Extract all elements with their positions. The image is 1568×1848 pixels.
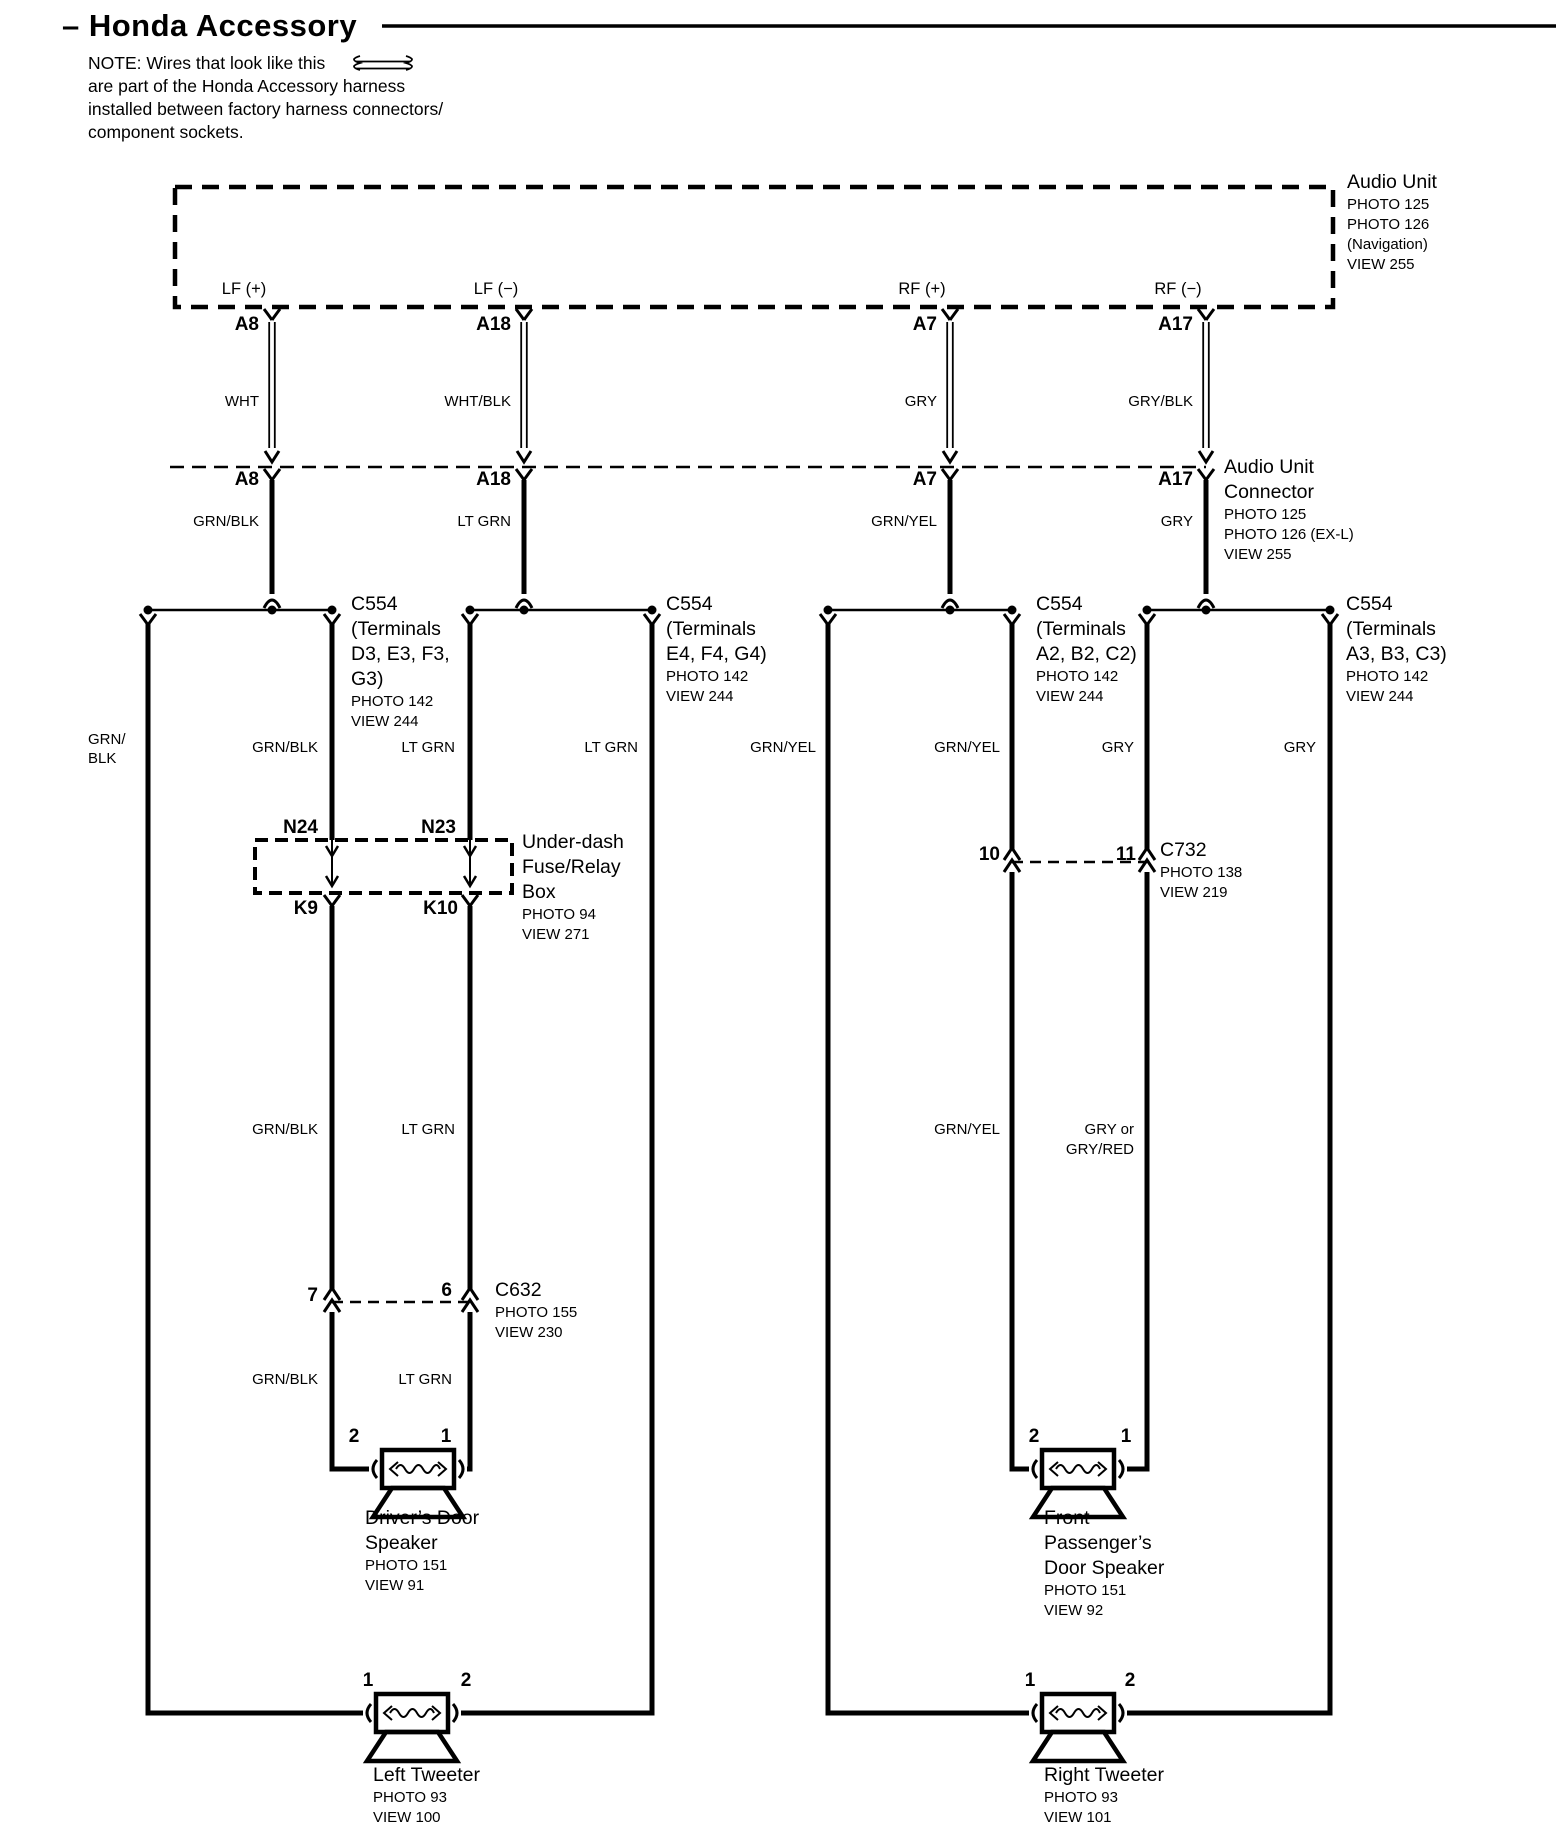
fuse-pin-k9: K9 <box>293 898 318 919</box>
run-color-grn-blk-b: BLK <box>88 750 117 767</box>
run-color-lt-grn-1: LT GRN <box>401 739 455 756</box>
right-tweeter-icon <box>1033 1694 1123 1761</box>
fuse-relay-box <box>255 840 512 906</box>
output-lf-neg: LF (−) <box>473 280 519 298</box>
driver-speaker-photo: PHOTO 151 <box>365 1557 448 1574</box>
run-color-grn-blk-2: GRN/BLK <box>252 739 318 756</box>
wire-color-gry: GRY <box>904 393 937 410</box>
c632-pin-6: 6 <box>441 1280 452 1301</box>
c554-2-name: C554 <box>666 593 713 615</box>
c732-label <box>1160 838 1242 903</box>
mid-color-lt-grn: LT GRN <box>401 1121 455 1138</box>
audio-unit-photo2: PHOTO 126 <box>1347 216 1430 233</box>
left-tweeter-icon <box>367 1694 457 1761</box>
wire-color-gry-2: GRY <box>1160 513 1193 530</box>
harness-wire-arrowheads <box>265 451 1213 462</box>
passenger-speaker-photo: PHOTO 151 <box>1044 1582 1127 1599</box>
connector-view: VIEW 255 <box>1224 546 1292 563</box>
connector-photo1: PHOTO 125 <box>1224 506 1307 523</box>
left-tweeter-name: Left Tweeter <box>373 1764 480 1786</box>
passenger-speaker-view: VIEW 92 <box>1044 1602 1104 1619</box>
pin-mid-a7: A7 <box>912 469 937 490</box>
left-tweeter-pin-1: 1 <box>362 1670 374 1691</box>
passenger-speaker-pin-2: 2 <box>1028 1426 1040 1447</box>
c554-4-photo: PHOTO 142 <box>1346 668 1429 685</box>
pin-top-a8: A8 <box>234 314 259 335</box>
c554-2-photo: PHOTO 142 <box>666 668 749 685</box>
c554-1-terminals-1: (Terminals <box>351 618 441 640</box>
passenger-speaker-pin-1: 1 <box>1120 1426 1132 1447</box>
output-rf-pos: RF (+) <box>898 280 946 298</box>
note-line-2: are part of the Honda Accessory harness <box>88 76 406 96</box>
passenger-speaker-name-2: Passenger’s <box>1044 1532 1152 1554</box>
wire-color-wht-blk: WHT/BLK <box>444 393 511 410</box>
driver-speaker-pin-1: 1 <box>440 1426 452 1447</box>
right-tweeter-view: VIEW 101 <box>1044 1809 1112 1826</box>
fuse-pin-n24: N24 <box>283 817 318 838</box>
connector-pin-terminals <box>264 469 1214 480</box>
c732-view: VIEW 219 <box>1160 884 1228 901</box>
c554-label-4 <box>1346 592 1447 707</box>
mid-color-grn-blk: GRN/BLK <box>252 1121 318 1138</box>
left-tweeter-label <box>373 1763 480 1828</box>
passenger-speaker-name-3: Door Speaker <box>1044 1557 1165 1579</box>
note-line-4: component sockets. <box>88 122 244 142</box>
c554-3-view: VIEW 244 <box>1036 688 1104 705</box>
connector-drop-wires <box>272 480 1206 594</box>
wire-color-lt-grn: LT GRN <box>457 513 511 530</box>
c554-3-terminals-1: (Terminals <box>1036 618 1126 640</box>
accessory-harness-symbol-icon <box>354 56 412 70</box>
lower-color-grn-blk: GRN/BLK <box>252 1371 318 1388</box>
audio-unit-view: VIEW 255 <box>1347 256 1415 273</box>
mid-color-grn-yel: GRN/YEL <box>934 1121 1000 1138</box>
audio-unit-nav: (Navigation) <box>1347 236 1428 253</box>
c732-pin-10: 10 <box>978 844 1000 865</box>
c554-4-view: VIEW 244 <box>1346 688 1414 705</box>
c554-1-terminals-3: G3) <box>351 668 384 690</box>
fuse-pin-k10: K10 <box>423 898 458 919</box>
wire-color-grn-blk: GRN/BLK <box>193 513 259 530</box>
right-tweeter-pin-1: 1 <box>1024 1670 1036 1691</box>
mid-color-gry-or: GRY or <box>1084 1121 1134 1138</box>
run-color-gry-1: GRY <box>1101 739 1134 756</box>
c632-label <box>495 1278 577 1343</box>
audio-unit-name: Audio Unit <box>1347 171 1437 193</box>
c554-3-photo: PHOTO 142 <box>1036 668 1119 685</box>
pin-top-a7: A7 <box>912 314 937 335</box>
right-tweeter-label <box>1044 1763 1164 1828</box>
driver-speaker-pin-2: 2 <box>348 1426 360 1447</box>
pin-top-a18: A18 <box>476 314 511 335</box>
c732-pin-11: 11 <box>1115 844 1136 865</box>
c554-1-view: VIEW 244 <box>351 713 419 730</box>
fuse-box-name-2: Fuse/Relay <box>522 856 621 878</box>
run-color-grn-yel-2: GRN/YEL <box>934 739 1000 756</box>
pin-top-a17: A17 <box>1158 314 1193 335</box>
accessory-harness-wires <box>269 322 1209 448</box>
fuse-pin-n23: N23 <box>421 817 456 838</box>
c554-1-photo: PHOTO 142 <box>351 693 434 710</box>
audio-unit-connector-label <box>1224 455 1354 565</box>
fuse-box-name-1: Under-dash <box>522 831 624 853</box>
run-color-gry-2: GRY <box>1283 739 1316 756</box>
c554-2-terminals-1: (Terminals <box>666 618 756 640</box>
page-title: – Honda Accessory <box>62 8 358 43</box>
c554-label-3 <box>1036 592 1137 707</box>
note-line-1: NOTE: Wires that look like this <box>88 53 326 73</box>
output-rf-neg: RF (−) <box>1154 280 1202 298</box>
mid-color-gry-red: GRY/RED <box>1065 1141 1134 1158</box>
wire-color-gry-blk: GRY/BLK <box>1128 393 1193 410</box>
pin-mid-a8: A8 <box>234 469 259 490</box>
pin-mid-a17: A17 <box>1158 469 1193 490</box>
c732-photo: PHOTO 138 <box>1160 864 1243 881</box>
driver-speaker-name-1: Driver’s Door <box>365 1507 480 1529</box>
driver-speaker-view: VIEW 91 <box>365 1577 425 1594</box>
c554-2-view: VIEW 244 <box>666 688 734 705</box>
c554-1-terminals-2: D3, E3, F3, <box>351 643 450 665</box>
audio-unit-label <box>1347 170 1437 275</box>
c554-4-terminals-2: A3, B3, C3) <box>1346 643 1447 665</box>
pin-mid-a18: A18 <box>476 469 511 490</box>
audio-unit-photo1: PHOTO 125 <box>1347 196 1430 213</box>
run-color-grn-yel-1: GRN/YEL <box>750 739 816 756</box>
right-tweeter-pin-2: 2 <box>1124 1670 1136 1691</box>
right-tweeter-name: Right Tweeter <box>1044 1764 1164 1786</box>
connector-name-2: Connector <box>1224 481 1314 503</box>
wire-color-grn-yel: GRN/YEL <box>871 513 937 530</box>
c554-label-2 <box>666 592 767 707</box>
left-tweeter-pin-2: 2 <box>460 1670 472 1691</box>
output-lf-pos: LF (+) <box>221 280 267 298</box>
lower-color-lt-grn: LT GRN <box>398 1371 452 1388</box>
c554-4-name: C554 <box>1346 593 1393 615</box>
right-tweeter-photo: PHOTO 93 <box>1044 1789 1118 1806</box>
c632-pin-7: 7 <box>307 1285 318 1306</box>
c632-connector <box>324 1288 478 1312</box>
c554-4-terminals-1: (Terminals <box>1346 618 1436 640</box>
connector-name-1: Audio Unit <box>1224 456 1314 478</box>
fuse-box-label <box>522 830 624 945</box>
driver-speaker-label <box>365 1506 479 1596</box>
wire-color-wht: WHT <box>224 393 259 410</box>
c554-3-name: C554 <box>1036 593 1083 615</box>
passenger-speaker-name-1: Front <box>1044 1507 1090 1529</box>
driver-speaker-name-2: Speaker <box>365 1532 438 1554</box>
c632-view: VIEW 230 <box>495 1324 563 1341</box>
run-color-lt-grn-2: LT GRN <box>584 739 638 756</box>
c732-name: C732 <box>1160 839 1207 861</box>
c554-1-name: C554 <box>351 593 398 615</box>
passenger-speaker-label <box>1044 1506 1164 1621</box>
c632-photo: PHOTO 155 <box>495 1304 578 1321</box>
c554-3-terminals-2: A2, B2, C2) <box>1036 643 1137 665</box>
left-tweeter-photo: PHOTO 93 <box>373 1789 447 1806</box>
run-color-grn-blk-a: GRN/ <box>88 731 126 748</box>
fuse-box-name-3: Box <box>522 881 556 903</box>
audio-unit-pin-terminals <box>264 309 1214 320</box>
fuse-box-view: VIEW 271 <box>522 926 590 943</box>
fuse-box-photo: PHOTO 94 <box>522 906 596 923</box>
c554-2-terminals-2: E4, F4, G4) <box>666 643 767 665</box>
c632-name: C632 <box>495 1279 542 1301</box>
left-tweeter-view: VIEW 100 <box>373 1809 441 1826</box>
note-line-3: installed between factory harness connectors/ <box>88 99 444 119</box>
c554-label-1 <box>351 592 450 732</box>
connector-photo2: PHOTO 126 (EX-L) <box>1224 526 1354 543</box>
